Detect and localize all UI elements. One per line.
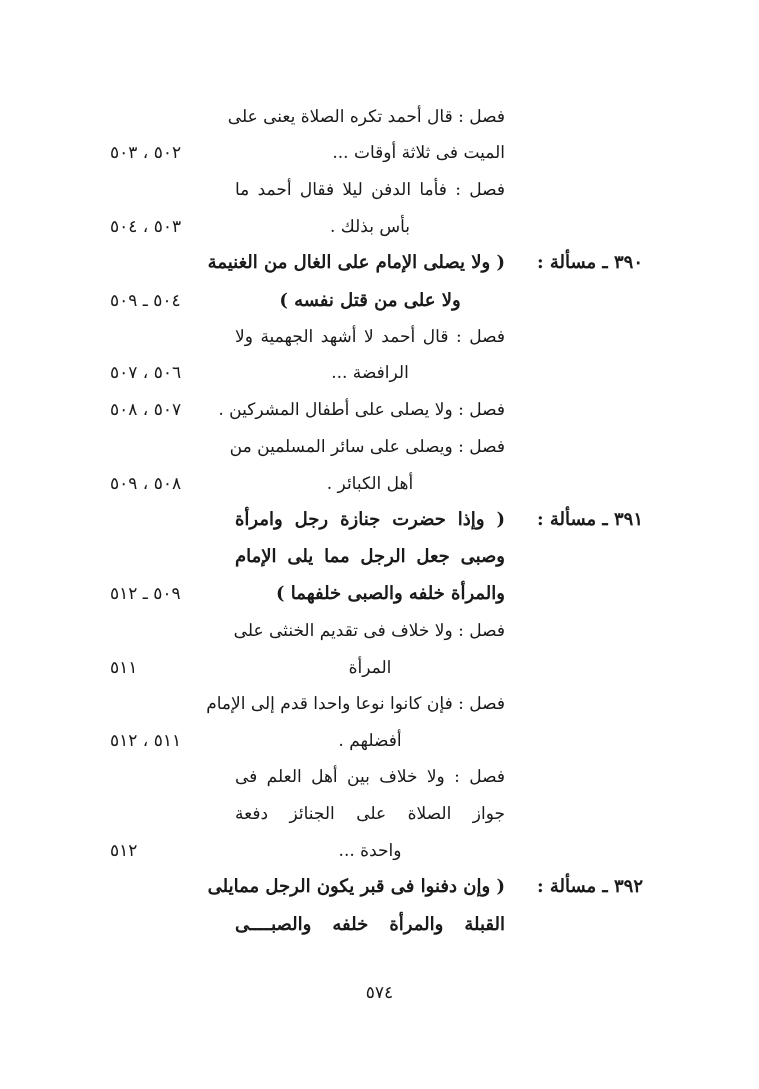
index-line	[0, 133, 759, 173]
page-ref: ٥١١ ، ٥١٢	[110, 731, 182, 751]
entry-text: فصل : ولا خلاف فى تقديم الخنثى على	[233, 621, 505, 641]
index-line	[0, 317, 759, 357]
page-ref: ٥٠٧ ، ٥٠٨	[110, 400, 182, 420]
index-line	[0, 721, 759, 761]
entry-text: ولا على من قتل نفسه )	[279, 290, 461, 311]
entry-text: وصبى جعل الرجل مما يلى الإمام	[235, 546, 505, 567]
index-line	[0, 390, 759, 430]
entry-text: فصل : قال أحمد تكره الصلاة يعنى على	[227, 107, 505, 127]
page-ref: ٥١٢	[110, 841, 138, 861]
entry-text: فصل : ويصلى على سائر المسلمين من	[229, 437, 505, 457]
index-line	[0, 281, 759, 321]
entry-text: القبلة والمرأة خلفه والصبــــى	[235, 914, 505, 935]
index-line	[0, 905, 759, 945]
page-number: ٥٧٤	[365, 983, 394, 1003]
index-line	[0, 611, 759, 651]
entry-text: ( وإن دفنوا فى قبر يكون الرجل ممايلى	[207, 876, 505, 897]
index-line	[0, 243, 759, 283]
entry-number: ٣٩٠ ـ مسألة :	[536, 252, 643, 273]
index-line	[0, 574, 759, 614]
index-line	[0, 757, 759, 797]
page-ref: ٥٠٩ ـ ٥١٢	[110, 584, 181, 604]
page-ref: ٥٠٢ ، ٥٠٣	[110, 143, 182, 163]
index-line	[0, 500, 759, 540]
entry-text: فصل : فإن كانوا نوعا واحدا قدم إلى الإمام	[206, 694, 505, 714]
index-line	[0, 794, 759, 834]
index-line	[0, 867, 759, 907]
index-line	[0, 648, 759, 688]
entry-number: ٣٩٢ ـ مسألة :	[536, 876, 643, 897]
page-ref: ٥٠٦ ، ٥٠٧	[110, 363, 182, 383]
entry-text: جواز الصلاة على الجنائز دفعة	[235, 804, 505, 824]
index-line	[0, 427, 759, 467]
index-line	[0, 97, 759, 137]
entry-text: أفضلهم .	[338, 731, 402, 751]
entry-text: واحدة ...	[338, 841, 402, 861]
entry-text: فصل : قال أحمد لا أشهد الجهمية ولا	[235, 327, 505, 347]
page-ref: ٥١١	[110, 658, 138, 678]
entry-text: فصل : ولا خلاف بين أهل العلم فى	[235, 767, 505, 787]
entry-text: فصل : فأما الدفن ليلا فقال أحمد ما	[235, 180, 505, 200]
index-line	[0, 537, 759, 577]
entry-text: فصل : ولا يصلى على أطفال المشركين .	[218, 400, 505, 420]
entry-text: المرأة	[348, 658, 392, 678]
index-line	[0, 464, 759, 504]
index-line	[0, 207, 759, 247]
entry-text: ( ولا يصلى الإمام على الغال من الغنيمة	[207, 252, 505, 273]
entry-text: أهل الكبائر .	[326, 474, 414, 494]
entry-text: بأس بذلك .	[329, 217, 411, 237]
entry-text: والمرأة خلفه والصبى خلفهما )	[276, 583, 505, 604]
index-line	[0, 353, 759, 393]
entry-text: ( وإذا حضرت جنازة رجل وامرأة	[235, 509, 505, 530]
entry-text: الميت فى ثلاثة أوقات ...	[332, 143, 505, 163]
index-line	[0, 684, 759, 724]
entry-number: ٣٩١ ـ مسألة :	[536, 509, 643, 530]
entry-text: الرافضة ...	[331, 363, 409, 383]
page-ref: ٥٠٤ ـ ٥٠٩	[110, 291, 181, 311]
index-line	[0, 831, 759, 871]
page-ref: ٥٠٣ ، ٥٠٤	[110, 217, 182, 237]
page-ref: ٥٠٨ ، ٥٠٩	[110, 474, 182, 494]
index-line	[0, 170, 759, 210]
